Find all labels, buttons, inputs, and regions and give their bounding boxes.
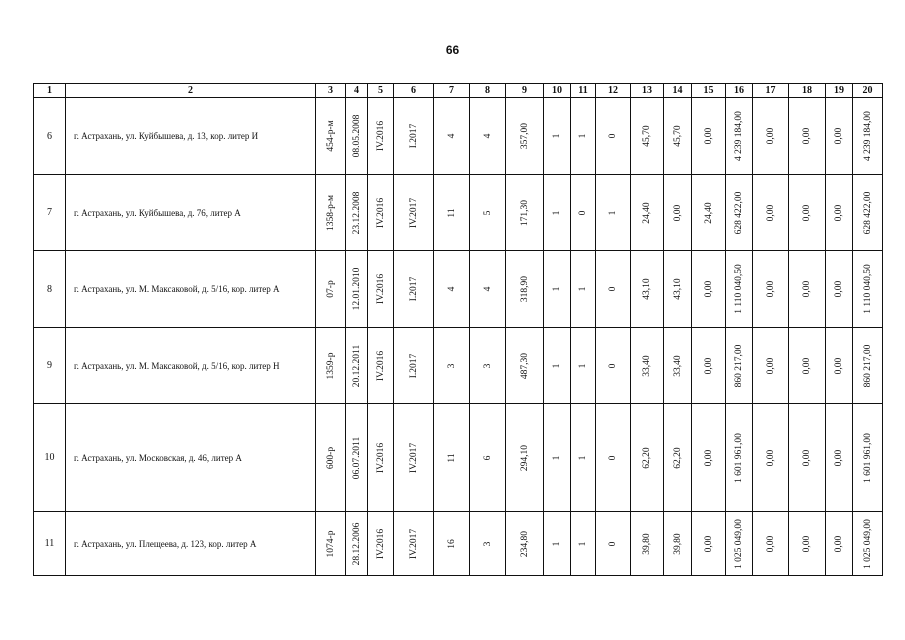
column-header: 1 <box>34 84 66 98</box>
table-cell <box>544 328 571 404</box>
cell-value: 0,00 <box>703 280 714 298</box>
cell-value: 1 <box>608 210 618 215</box>
column-header: 10 <box>544 84 571 98</box>
column-header: 18 <box>789 84 826 98</box>
table-cell <box>346 328 368 404</box>
cell-value: 0,00 <box>802 449 812 466</box>
address-cell: г. Астрахань, ул. Плещеева, д. 123, кор. литер А <box>66 512 316 576</box>
table-cell <box>596 98 631 175</box>
row-number: 7 <box>34 175 66 251</box>
table-cell <box>853 98 883 175</box>
table-cell <box>368 328 394 404</box>
table-cell <box>506 512 544 576</box>
table-cell <box>853 512 883 576</box>
cell-value: 1 110 040,50 <box>862 264 873 314</box>
table-cell <box>571 175 596 251</box>
cell-value: 234,80 <box>519 530 530 557</box>
table-cell <box>394 512 434 576</box>
column-header: 15 <box>692 84 726 98</box>
table-cell <box>506 404 544 512</box>
cell-value: 62,20 <box>672 446 683 469</box>
cell-value: 1 <box>552 133 562 139</box>
cell-value: 16 <box>446 538 457 549</box>
table-cell <box>631 98 664 175</box>
table-cell <box>664 175 692 251</box>
table-cell <box>544 98 571 175</box>
table-cell <box>470 251 506 328</box>
table-cell <box>571 404 596 512</box>
table-cell <box>368 251 394 328</box>
table-cell <box>753 328 789 404</box>
table-cell <box>571 98 596 175</box>
cell-value: 0,00 <box>834 127 844 145</box>
table-cell <box>753 175 789 251</box>
cell-value: 0,00 <box>703 127 714 145</box>
table-cell <box>394 175 434 251</box>
cell-value: 0,00 <box>765 127 776 145</box>
row-number: 9 <box>34 328 66 404</box>
cell-value: 0 <box>608 286 618 292</box>
table-cell <box>316 404 346 512</box>
cell-value: 0,00 <box>765 357 776 374</box>
table-cell <box>434 404 470 512</box>
table-cell <box>316 98 346 175</box>
cell-value: 4 <box>446 133 457 139</box>
column-header: 5 <box>368 84 394 98</box>
address-cell: г. Астрахань, ул. М. Максаковой, д. 5/16, кор. литер А <box>66 251 316 328</box>
cell-value: 6 <box>482 455 493 460</box>
table-cell <box>316 328 346 404</box>
cell-value: 0,00 <box>765 204 776 221</box>
cell-value: 0 <box>608 363 618 368</box>
cell-value: 11 <box>446 207 457 218</box>
table-cell <box>316 251 346 328</box>
column-header: 2 <box>66 84 316 98</box>
cell-value: IV.2017 <box>408 442 419 473</box>
cell-value: 4 <box>482 286 493 292</box>
cell-value: 24,40 <box>703 201 714 224</box>
table-row <box>34 98 883 175</box>
cell-value: 0,00 <box>834 280 844 298</box>
cell-value: 33,40 <box>672 354 683 377</box>
cell-value: 06.07.2011 <box>351 436 362 479</box>
cell-value: 1 <box>552 541 562 546</box>
table-cell <box>631 512 664 576</box>
table-cell <box>506 328 544 404</box>
table-cell <box>596 175 631 251</box>
table-cell <box>726 404 753 512</box>
cell-value: 0 <box>578 210 588 215</box>
table-cell <box>753 98 789 175</box>
cell-value: 07-р <box>325 280 336 298</box>
cell-value: 1358-р-м <box>325 194 336 231</box>
table-cell <box>346 251 368 328</box>
column-header: 17 <box>753 84 789 98</box>
table-cell <box>692 404 726 512</box>
cell-value: 24,40 <box>642 201 652 224</box>
table-cell <box>789 512 826 576</box>
table-cell <box>470 512 506 576</box>
table-cell <box>726 175 753 251</box>
cell-value: 1 025 049,00 <box>734 518 744 569</box>
table-cell <box>631 328 664 404</box>
column-header: 16 <box>726 84 753 98</box>
cell-value: 62,20 <box>642 446 652 469</box>
column-header: 8 <box>470 84 506 98</box>
table-cell <box>434 98 470 175</box>
cell-value: 1 <box>578 455 588 460</box>
cell-value: 0,00 <box>703 535 714 552</box>
table-row <box>34 175 883 251</box>
cell-value: 318,90 <box>519 275 530 303</box>
cell-value: 12.01.2010 <box>351 267 362 311</box>
cell-value: 454-р-м <box>325 120 336 152</box>
column-header: 6 <box>394 84 434 98</box>
column-header: 12 <box>596 84 631 98</box>
address-cell: г. Астрахань, ул. Куйбышева, д. 13, кор. литер И <box>66 98 316 175</box>
table-cell <box>506 251 544 328</box>
column-header: 7 <box>434 84 470 98</box>
table-cell <box>571 512 596 576</box>
cell-value: 860 217,00 <box>862 344 873 387</box>
cell-value: 4 239 184,00 <box>734 111 744 161</box>
cell-value: 28.12.2006 <box>351 522 362 565</box>
cell-value: 4 239 184,00 <box>862 111 873 161</box>
cell-value: 1 <box>552 286 562 292</box>
table-cell <box>544 251 571 328</box>
cell-value: 1 <box>578 363 588 368</box>
cell-value: 1 <box>578 133 588 139</box>
address-cell: г. Астрахань, ул. Московская, д. 46, литер А <box>66 404 316 512</box>
cell-value: 0,00 <box>802 535 812 552</box>
cell-value: 3 <box>482 363 493 368</box>
cell-value: 1 <box>552 455 562 460</box>
cell-value: 171,30 <box>519 199 530 226</box>
cell-value: 0,00 <box>834 449 844 466</box>
cell-value: 1 110 040,50 <box>734 264 744 314</box>
table-cell <box>853 328 883 404</box>
table-cell <box>544 512 571 576</box>
cell-value: 1 025 049,00 <box>862 518 873 569</box>
cell-value: 0,00 <box>802 280 812 298</box>
page-number: 66 <box>445 43 460 57</box>
cell-value: 1 601 961,00 <box>862 432 873 483</box>
table-cell <box>826 175 853 251</box>
table-cell <box>434 251 470 328</box>
cell-value: 0 <box>608 541 618 546</box>
table-cell <box>726 512 753 576</box>
cell-value: 1359-р <box>325 352 336 379</box>
cell-value: 5 <box>482 210 493 215</box>
cell-value: 1 601 961,00 <box>734 432 744 483</box>
column-header: 4 <box>346 84 368 98</box>
cell-value: 1 <box>578 541 588 546</box>
table-cell <box>394 251 434 328</box>
cell-value: 39,80 <box>672 532 683 555</box>
table-cell <box>368 98 394 175</box>
cell-value: I.2017 <box>408 123 419 149</box>
cell-value: I.2017 <box>408 353 419 378</box>
table-cell <box>394 328 434 404</box>
table-cell <box>544 175 571 251</box>
cell-value: 43,10 <box>642 278 652 300</box>
cell-value: 4 <box>482 133 493 139</box>
column-header: 9 <box>506 84 544 98</box>
cell-value: 45,70 <box>642 125 652 147</box>
table-cell <box>368 175 394 251</box>
cell-value: I.2017 <box>408 276 419 302</box>
cell-value: 0,00 <box>802 357 812 374</box>
table-cell <box>664 328 692 404</box>
table-cell <box>789 175 826 251</box>
table-cell <box>368 512 394 576</box>
column-header: 20 <box>853 84 883 98</box>
table-cell <box>753 251 789 328</box>
cell-value: 600-р <box>325 446 336 469</box>
table-cell <box>664 512 692 576</box>
table-cell <box>726 98 753 175</box>
column-header: 19 <box>826 84 853 98</box>
table-cell <box>368 404 394 512</box>
cell-value: 08.05.2008 <box>351 114 362 158</box>
table-cell <box>826 328 853 404</box>
cell-value: 0 <box>608 133 618 139</box>
row-number: 8 <box>34 251 66 328</box>
table-cell <box>631 251 664 328</box>
table-cell <box>346 175 368 251</box>
cell-value: 0,00 <box>765 535 776 552</box>
cell-value: 487,30 <box>519 352 530 379</box>
table-cell <box>789 251 826 328</box>
table-row <box>34 251 883 328</box>
column-header: 11 <box>571 84 596 98</box>
cell-value: 357,00 <box>519 122 530 150</box>
table-cell <box>470 98 506 175</box>
table-cell <box>753 512 789 576</box>
table-cell <box>571 251 596 328</box>
table-cell <box>826 404 853 512</box>
table-cell <box>434 328 470 404</box>
address-cell: г. Астрахань, ул. Куйбышева, д. 76, литер А <box>66 175 316 251</box>
table-cell <box>692 175 726 251</box>
cell-value: 0,00 <box>765 280 776 298</box>
row-number: 11 <box>34 512 66 576</box>
table-cell <box>789 328 826 404</box>
cell-value: IV.2016 <box>375 442 386 473</box>
table-cell <box>394 404 434 512</box>
table-cell <box>692 512 726 576</box>
table-row <box>34 404 883 512</box>
table-cell <box>470 175 506 251</box>
cell-value: 0,00 <box>703 449 714 466</box>
cell-value: 628 422,00 <box>734 191 744 234</box>
cell-value: 0,00 <box>834 357 844 374</box>
table-cell <box>631 175 664 251</box>
cell-value: 39,80 <box>642 532 652 555</box>
cell-value: 628 422,00 <box>862 191 873 234</box>
cell-value: 4 <box>446 286 457 292</box>
column-header: 3 <box>316 84 346 98</box>
table-cell <box>826 512 853 576</box>
cell-value: IV.2016 <box>375 197 386 228</box>
cell-value: 1 <box>578 286 588 292</box>
table-cell <box>664 98 692 175</box>
cell-value: 0,00 <box>834 535 844 552</box>
column-header: 14 <box>664 84 692 98</box>
table-cell <box>664 251 692 328</box>
row-number: 10 <box>34 404 66 512</box>
column-header: 13 <box>631 84 664 98</box>
table-cell <box>596 328 631 404</box>
cell-value: 43,10 <box>672 278 683 300</box>
table-cell <box>853 251 883 328</box>
cell-value: IV.2016 <box>375 528 386 559</box>
cell-value: 11 <box>446 452 457 463</box>
cell-value: IV.2017 <box>408 197 419 228</box>
table-cell <box>692 98 726 175</box>
cell-value: 0,00 <box>834 204 844 221</box>
table-cell <box>692 251 726 328</box>
table-cell <box>346 98 368 175</box>
table-cell <box>596 404 631 512</box>
housing-register-table <box>33 83 883 576</box>
cell-value: 3 <box>446 363 457 368</box>
table-cell <box>726 328 753 404</box>
table-cell <box>753 404 789 512</box>
table-cell <box>826 251 853 328</box>
cell-value: 0 <box>608 455 618 460</box>
cell-value: 1 <box>552 210 562 215</box>
table-row <box>34 512 883 576</box>
table-cell <box>631 404 664 512</box>
table-cell <box>726 251 753 328</box>
cell-value: 1074-р <box>325 530 336 557</box>
table-cell <box>316 512 346 576</box>
cell-value: IV.2016 <box>375 350 386 381</box>
table-cell <box>596 512 631 576</box>
table-cell <box>571 328 596 404</box>
cell-value: 3 <box>482 541 493 546</box>
cell-value: IV.2016 <box>375 120 386 152</box>
cell-value: IV.2017 <box>408 528 419 559</box>
table-cell <box>506 98 544 175</box>
table-cell <box>789 98 826 175</box>
table-cell <box>394 98 434 175</box>
table-cell <box>853 175 883 251</box>
cell-value: 33,40 <box>642 354 652 377</box>
table-cell <box>346 404 368 512</box>
table-cell <box>470 404 506 512</box>
table-cell <box>692 328 726 404</box>
address-cell: г. Астрахань, ул. М. Максаковой, д. 5/16, кор. литер Н <box>66 328 316 404</box>
cell-value: 0,00 <box>802 204 812 221</box>
header-row <box>34 84 883 98</box>
cell-value: 1 <box>552 363 562 368</box>
table-cell <box>470 328 506 404</box>
cell-value: 45,70 <box>672 125 683 147</box>
cell-value: 23.12.2008 <box>351 191 362 234</box>
cell-value: 20.12.2011 <box>351 344 362 387</box>
cell-value: 0,00 <box>765 449 776 466</box>
table-cell <box>853 404 883 512</box>
table-cell <box>434 512 470 576</box>
cell-value: 0,00 <box>703 357 714 374</box>
cell-value: IV.2016 <box>375 273 386 305</box>
table-cell <box>434 175 470 251</box>
cell-value: 0,00 <box>802 127 812 145</box>
table-cell <box>596 251 631 328</box>
table-cell <box>506 175 544 251</box>
table-cell <box>789 404 826 512</box>
row-number: 6 <box>34 98 66 175</box>
cell-value: 294,10 <box>519 444 530 471</box>
table-row <box>34 328 883 404</box>
cell-value: 860 217,00 <box>734 344 744 387</box>
cell-value: 0,00 <box>672 204 683 221</box>
table-cell <box>346 512 368 576</box>
table-cell <box>316 175 346 251</box>
table-cell <box>664 404 692 512</box>
table-cell <box>544 404 571 512</box>
table-cell <box>826 98 853 175</box>
